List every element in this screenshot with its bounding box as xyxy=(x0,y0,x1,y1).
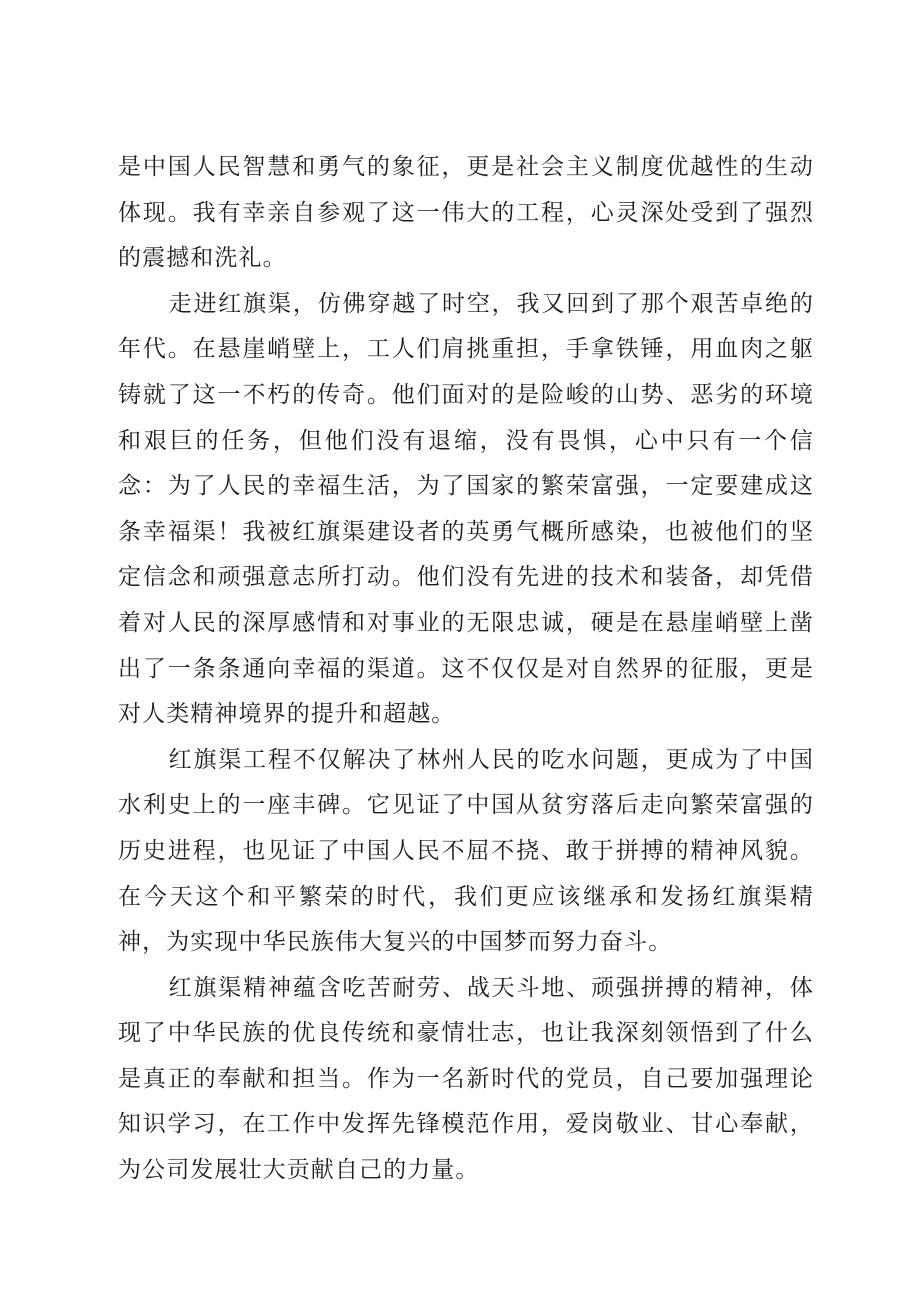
paragraph-1: 是中国人民智慧和勇气的象征，更是社会主义制度优越性的生动体现。我有幸亲自参观了这一伟大的工程，心灵深处受到了强烈的震撼和洗礼。 xyxy=(118,154,814,272)
paragraph-2: 走进红旗渠，仿佛穿越了时空，我又回到了那个艰苦卓绝的年代。在悬崖峭壁上，工人们肩挑重担，手拿铁锤，用血肉之躯铸就了这一不朽的传奇。他们面对的是险峻的山势、恶劣的环境和艰巨的任务，但他们没有退缩，没有畏惧，心中只有一个信念：为了人民的幸福生活，为了国家的繁荣富强，一定要建成这条幸福渠！我被红旗渠建设者的英勇气概所感染，也被他们的坚定信念和顽强意志所打动。他们没有先进的技术和装备，却凭借着对人民的深厚感情和对事业的无限忠诚，硬是在悬崖峭壁上凿出了一条条通向幸福的渠道。这不仅仅是对自然界的征服，更是对人类精神境界的提升和超越。 xyxy=(118,290,814,728)
paragraph-3: 红旗渠工程不仅解决了林州人民的吃水问题，更成为了中国水利史上的一座丰碑。它见证了中国从贫穷落后走向繁荣富强的历史进程，也见证了中国人民不屈不挠、敢于拼搏的精神风貌。在今天这个和平繁荣的时代，我们更应该继承和发扬红旗渠精神，为实现中华民族伟大复兴的中国梦而努力奋斗。 xyxy=(118,746,814,956)
document-body xyxy=(118,145,814,1194)
paragraph-4: 红旗渠精神蕴含吃苦耐劳、战天斗地、顽强拼搏的精神，体现了中华民族的优良传统和豪情壮志，也让我深刻领悟到了什么是真正的奉献和担当。作为一名新时代的党员，自己要加强理论知识学习，在工作中发挥先锋模范作用，爱岗敬业、甘心奉献，为公司发展壮大贡献自己的力量。 xyxy=(118,974,814,1184)
